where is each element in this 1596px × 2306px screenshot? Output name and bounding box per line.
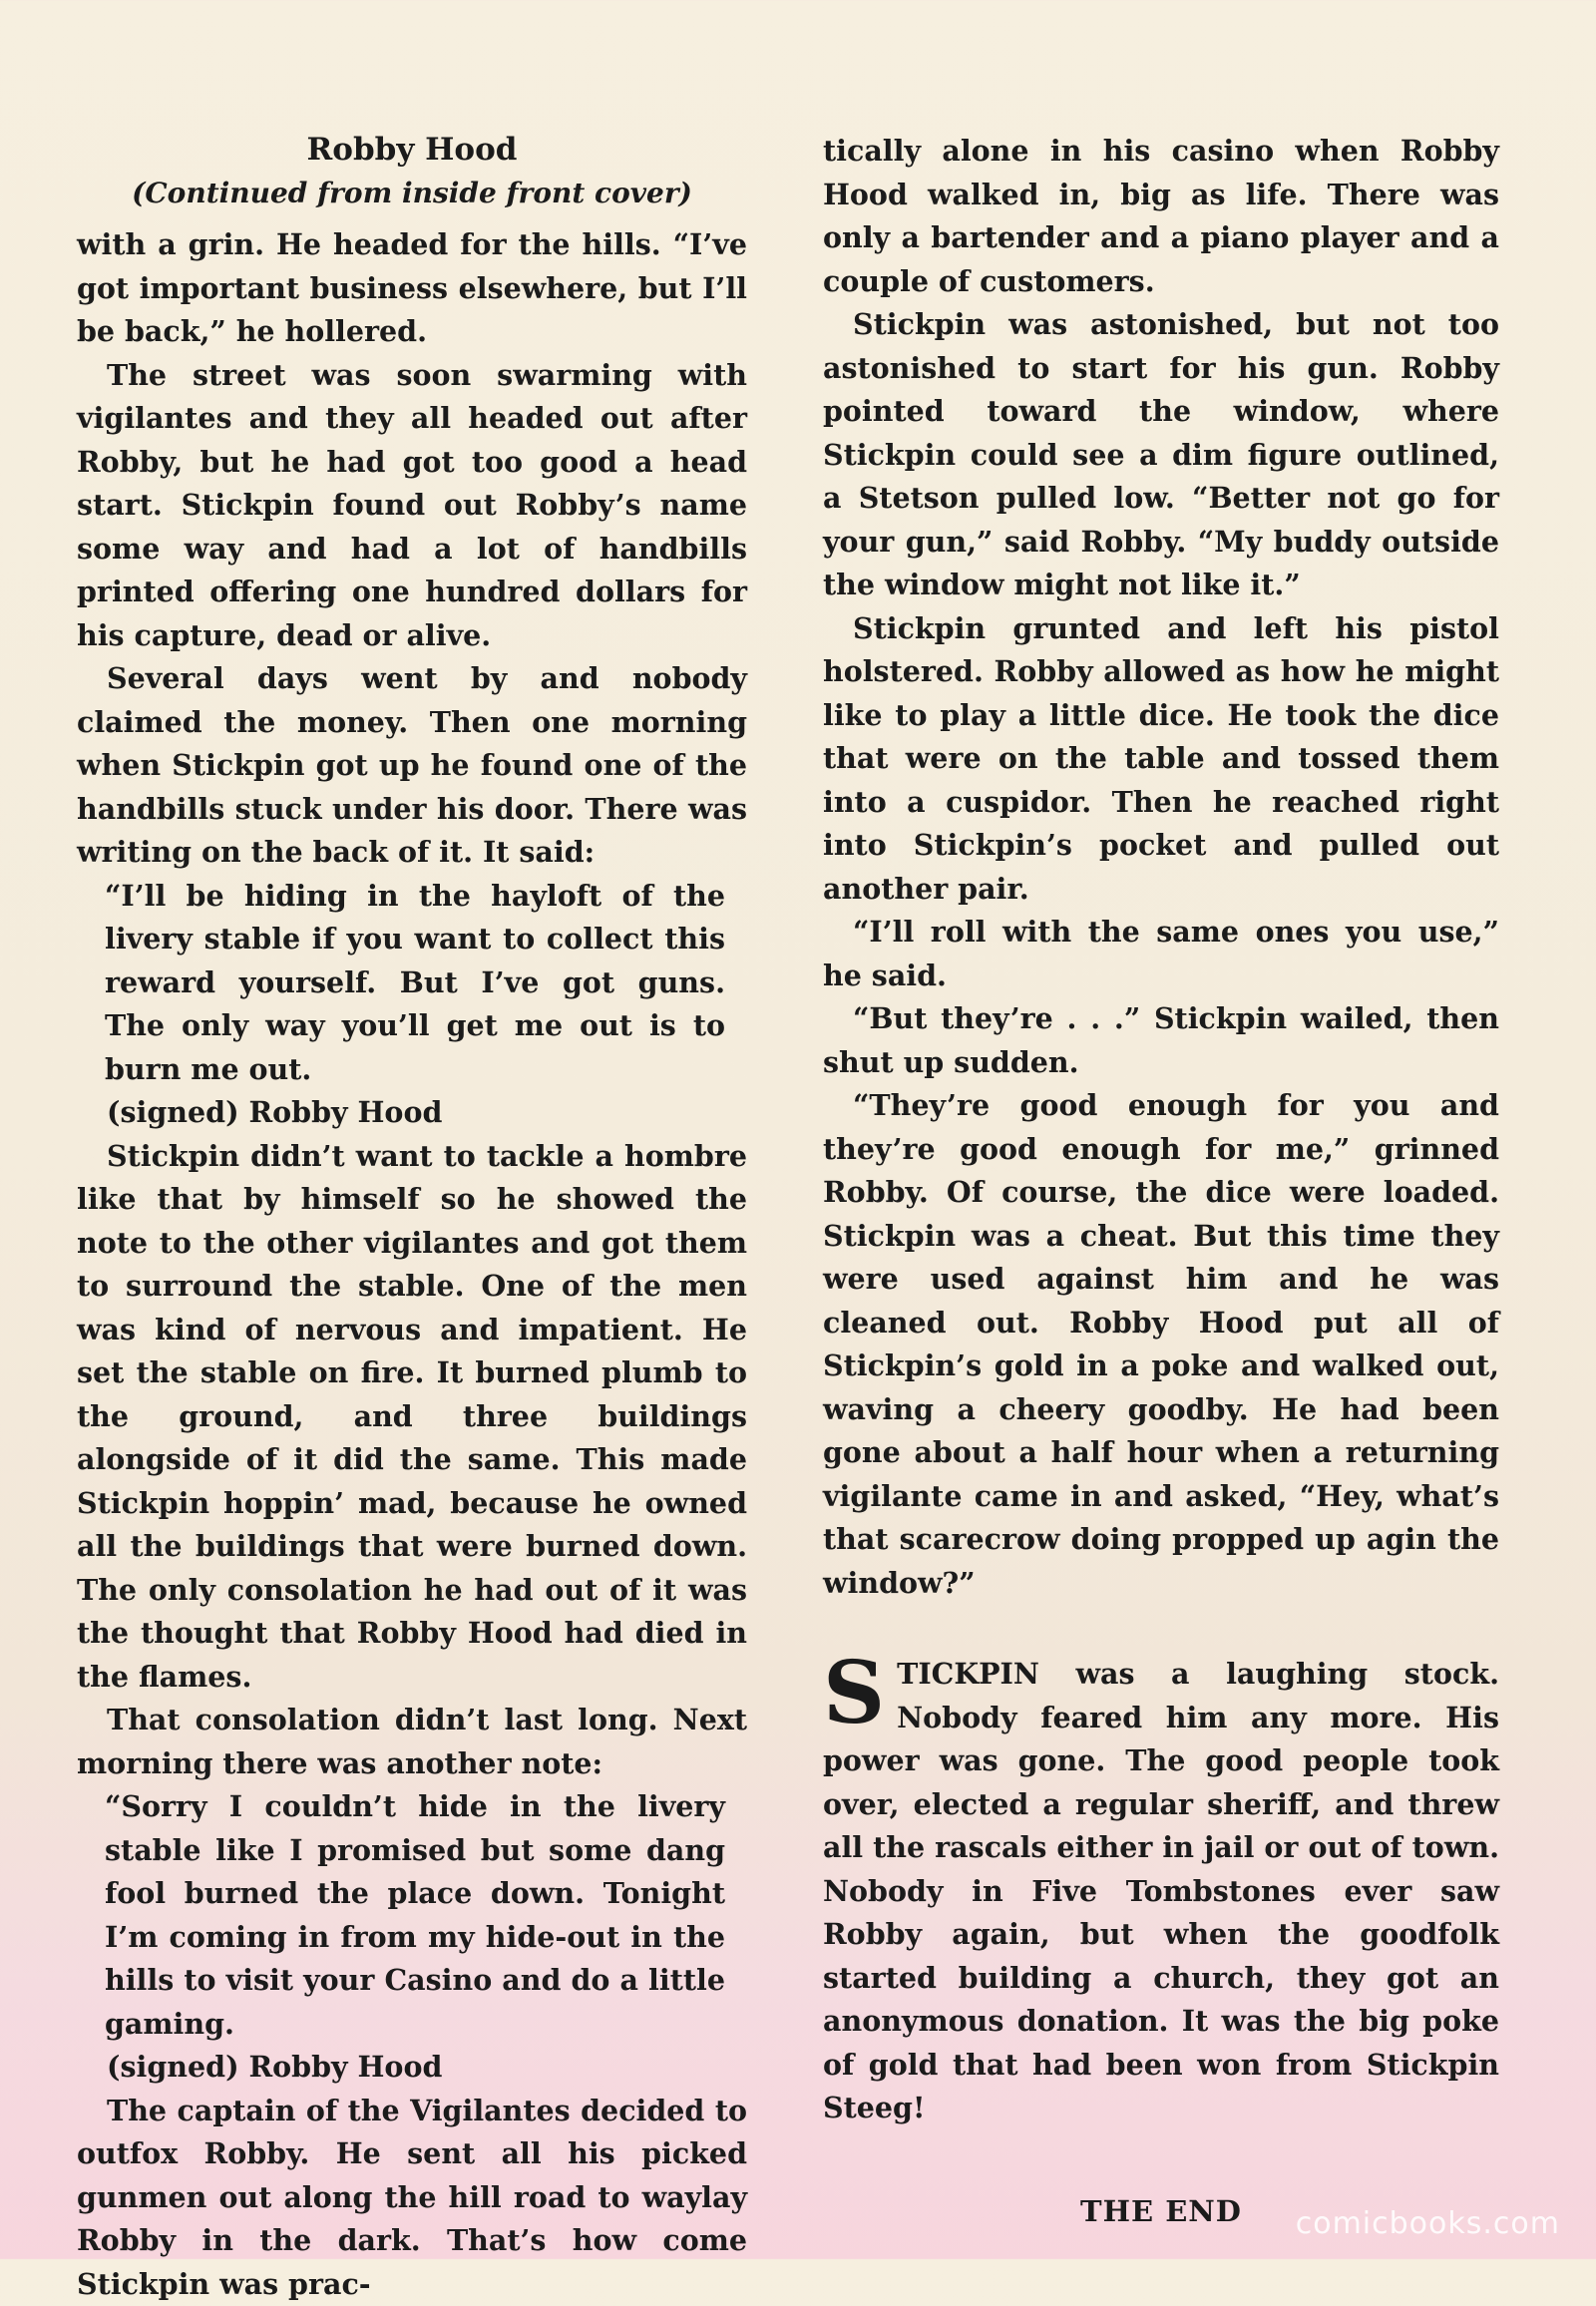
- paragraph: Several days went by and nobody claimed the money. Then one morning when Stickpin got up he found one of the handbills stuck under his door. There was writing on the back of it. It said:: [77, 657, 747, 875]
- note-block: [77, 875, 747, 1092]
- signature: (signed) Robby Hood: [77, 1091, 747, 1135]
- note-block: [77, 1785, 747, 2046]
- drop-cap: S: [823, 1659, 885, 1729]
- note-text: “I’ll be hiding in the hayloft of the livery stable if you want to collect this reward yourself. But I’ve got guns. The only way you’ll get me out is to burn me out.: [105, 875, 725, 1092]
- paragraph: Stickpin grunted and left his pistol holstered. Robby allowed as how he might like to play a little dice. He took the dice that were on the table and tossed them into a cuspidor. Then he reached right into Stickpin’s pocket and pulled out another pair.: [823, 607, 1499, 912]
- paragraph: TICKPIN was a laughing stock. Nobody feared him any more. His power was gone. The good people took over, elected a regular sheriff, and threw all the rascals either in jail or out of town. Nobody in Five Tombstones ever saw Robby again, but when the goodfolk started building a church, they got an anonymous donation. It was the big poke of gold that had been won from Stickpin Steeg!: [823, 1653, 1499, 2130]
- paragraph: The captain of the Vigilantes decided to outfox Robby. He sent all his picked gunmen out along the hill road to waylay Robby in the dark. That’s how come Stickpin was prac-: [77, 2090, 747, 2306]
- paragraph: The street was soon swarming with vigilantes and they all headed out after Robby, but he had got too good a head start. Stickpin found out Robby’s name some way and had a lot of handbills printed offering one hundred dollars for his capture, dead or alive.: [77, 354, 747, 658]
- left-column: [77, 0, 747, 2306]
- paragraph: “They’re good enough for you and they’re good enough for me,” grinned Robby. Of course, the dice were loaded. Stickpin was a cheat. But this time they were used against him and he was cleaned out. Robby Hood put all of Stickpin’s gold in a poke and walked out, waving a cheery goodby. He had been gone about a half hour when a returning vigilante came in and asked, “Hey, what’s that scarecrow doing propped up agin the window?”: [823, 1084, 1499, 1605]
- paragraph: “But they’re . . .” Stickpin wailed, then shut up sudden.: [823, 997, 1499, 1084]
- watermark: comicbooks.com: [1296, 2206, 1560, 2241]
- right-column: [823, 0, 1499, 2233]
- story-title: Robby Hood: [77, 130, 747, 170]
- note-text: “Sorry I couldn’t hide in the livery stable like I promised but some dang fool burned the place down. Tonight I’m coming in from my hide-out in the hills to visit your Casino and do a little gaming.: [105, 1785, 725, 2046]
- signature: (signed) Robby Hood: [77, 2046, 747, 2090]
- paragraph: “I’ll roll with the same ones you use,” he said.: [823, 911, 1499, 997]
- story-subtitle: (Continued from inside front cover): [77, 174, 747, 213]
- the-end: THE END: [823, 2190, 1499, 2234]
- paragraph: That consolation didn’t last long. Next morning there was another note:: [77, 1699, 747, 1785]
- paragraph: with a grin. He headed for the hills. “I’ve got important business elsewhere, but I’ll be back,” he hollered.: [77, 223, 747, 354]
- closing-section: [823, 1653, 1499, 2130]
- paragraph: Stickpin was astonished, but not too astonished to start for his gun. Robby pointed toward the window, where Stickpin could see a dim figure outlined, a Stetson pulled low. “Better not go for your gun,” said Robby. “My buddy outside the window might not like it.”: [823, 303, 1499, 607]
- paragraph: tically alone in his casino when Robby Hood walked in, big as life. There was only a bartender and a piano player and a couple of customers.: [823, 130, 1499, 303]
- paragraph: Stickpin didn’t want to tackle a hombre like that by himself so he showed the note to the other vigilantes and got them to surround the stable. One of the men was kind of nervous and impatient. He set the stable on fire. It burned plumb to the ground, and three buildings alongside of it did the same. This made Stickpin hoppin’ mad, because he owned all the buildings that were burned down. The only consolation he had out of it was the thought that Robby Hood had died in the flames.: [77, 1135, 747, 1700]
